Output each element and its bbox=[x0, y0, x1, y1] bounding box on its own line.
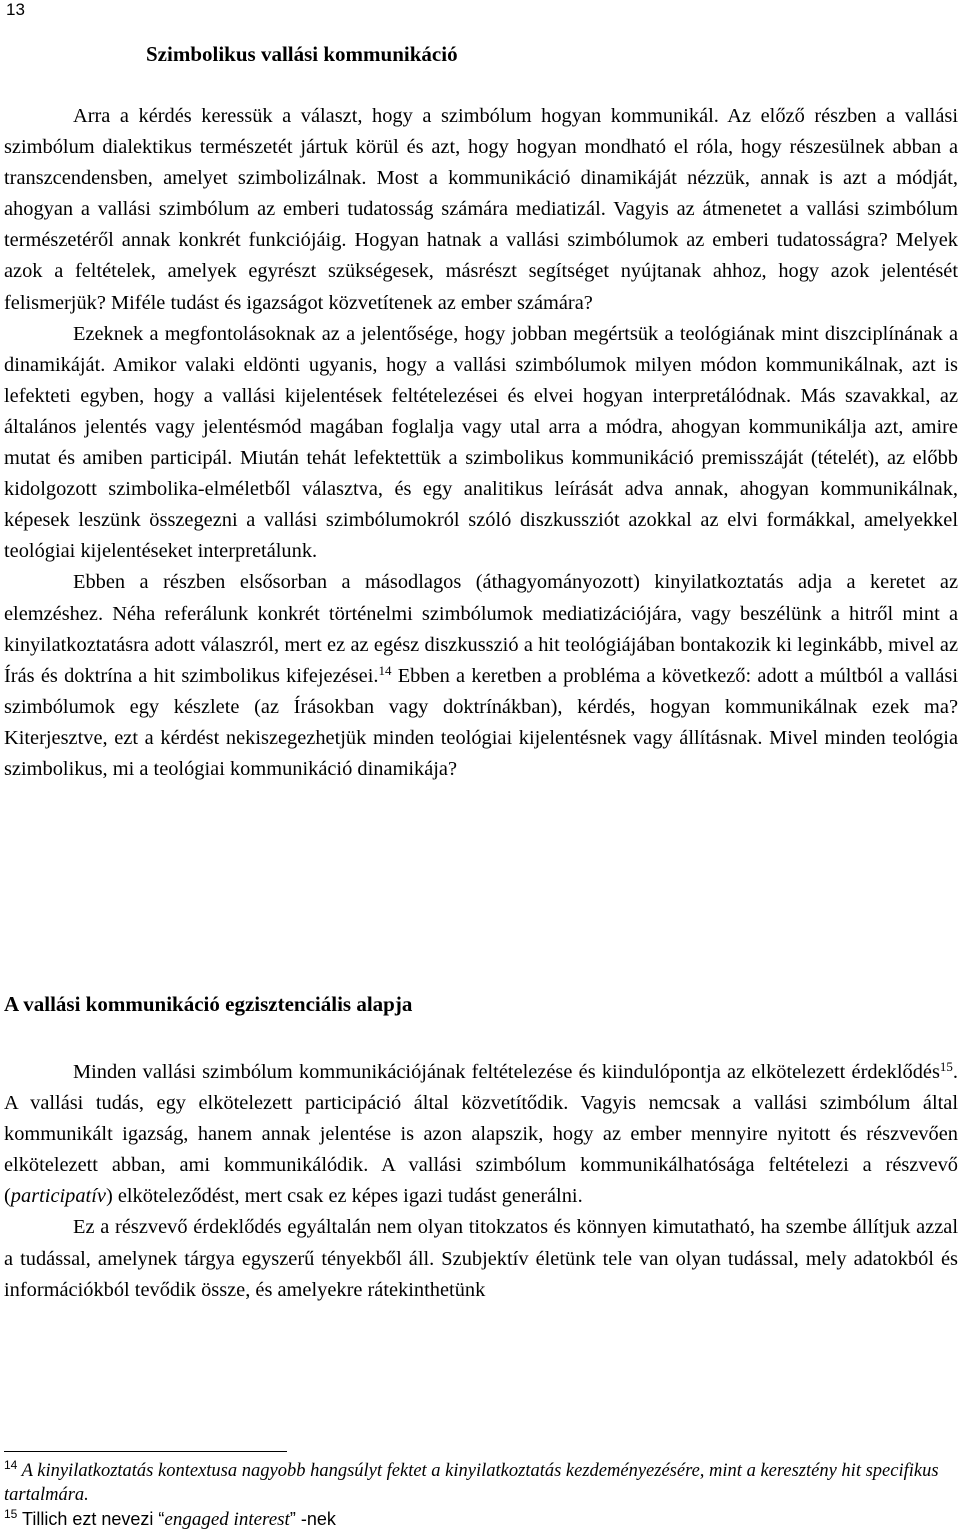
footnotes bbox=[4, 1459, 958, 1532]
paragraph: Arra a kérdés keressük a választ, hogy a szimbólum hogyan kommunikál. Az előző részben a vallási szimbólum dialektikus természetét jártuk körül és azt, hogy hogyan mondható el róla, hogy részesülnek abban a transzcendensben, amelyet szimbolizálnak. Most a kommunikáció dinamikáját nézzük, annak is azt a módját, ahogyan a vallási szimbólum az emberi tudatosság számára mediatizál. Vagyis az átmenetet a vallási szimbólum természetéről annak konkrét funkciójáig. Hogyan hatnak a vallási szimbólumok az emberi tudatosságra? Melyek azok a feltételek, amelyek egyrészt szükségesek, másrészt segítséget nyújtanak ahhoz, hogy azok jelentését felismerjük? Miféle tudást és igazságot közvetítenek az ember számára? bbox=[4, 105, 958, 314]
footnote-reference-15[interactable]: 15 bbox=[939, 1059, 953, 1074]
subheading: A vallási kommunikáció egzisztenciális alapja bbox=[4, 992, 413, 1016]
footnote-mark: 14 bbox=[4, 1458, 18, 1472]
footnote-14 bbox=[4, 1459, 958, 1507]
footnote-divider bbox=[4, 1451, 287, 1452]
paragraph-text: Minden vallási szimbólum kommunikációjának feltételezése és kiindulópontja az elkötelezett érdeklődés bbox=[73, 1061, 940, 1083]
body-text-part-1 bbox=[4, 101, 958, 785]
paragraph-text: . A vallási tudás, egy elkötelezett participáció által közvetítődik. Vagyis nemcsak a vallási szimbólum által kommunikált igazság, hanem annak jelentése is azon alapszik, hogy az ember mennyire nyitott és részvevően elkötelezett abban, ami kommunikálódik. A vallási szimbólum kommunikálhatósága feltételezi a részvevő ( bbox=[4, 1061, 958, 1208]
footnote-mark: 15 bbox=[4, 1507, 18, 1521]
paragraph-text: ) elköteleződést, mert csak ez képes igazi tudást generálni. bbox=[105, 1185, 583, 1208]
italic-term: participatív bbox=[10, 1185, 106, 1208]
body-text-part-2 bbox=[4, 1057, 958, 1306]
paragraph-with-footnote-14 bbox=[4, 567, 958, 785]
footnote-text: Tillich ezt nevezi “ bbox=[22, 1509, 165, 1529]
paragraph: Ez a részvevő érdeklődés egyáltalán nem olyan titokzatos és könnyen kimutatható, ha szembe állítjuk azzal a tudással, amelynek tárgya egyszerű tényekből áll. Szubjektív életünk tele van olyan tudással, mely adatokból és információkból tevődik össze, és amelyekre rátekinthetünk bbox=[4, 1216, 958, 1301]
footnote-text: A kinyilatkoztatás kontextusa nagyobb hangsúlyt fektet a kinyilatkoztatás kezdeményezésére, mint a keresztény hit specifikus tartalmára. bbox=[4, 1461, 939, 1505]
footnote-reference-14[interactable]: 14 bbox=[378, 662, 392, 678]
paragraph: Ezeknek a megfontolásoknak az a jelentősége, hogy jobban megértsük a teológiának mint diszciplínának a dinamikáját. Amikor valaki eldönti ugyanis, hogy a vallási szimbólumok milyen módon kommunikálnak, azt is lefekteti egyben, hogy a vallási kijelentések feltételezései és elvei hogyan interpretálódnak. Más szavakkal, az általános jelentés vagy jelentésmód magában foglalja vagy utal arra a módra, ahogyan kommunikálja azt, amire mutat és amiben participál. Miután tehát lefektettük a szimbolikus kommunikáció premisszáját (tételét), az előbb kidolgozott szimbolika-elméletből választva, és egy analitikus leírását adva annak, ahogyan kommunikálnak, képesek leszünk összegezni a vallási szimbólumokról szóló diszkussziót azokkal az elvi formákkal, amelyekkel teológiai kijelentéseket interpretálunk. bbox=[4, 322, 958, 563]
paragraph-text: Ebben a keretben a probléma a következő: adott a múltból a vallási szimbólumok egy készlete (az Írásokban vagy doktrínákban), kérdés, hogyan kommunikálnak ezek ma? Kiterjesztve, ezt a kérdést nekiszegezhetjük minden teológiai kijelentésnek vagy állításnak. Mivel minden teológia szimbolikus, mi a teológiai kommunikáció dinamikája? bbox=[4, 664, 958, 780]
paragraph-with-footnote-15 bbox=[4, 1057, 958, 1212]
section-title: Szimbolikus vallási kommunikáció bbox=[146, 42, 458, 66]
page-number: 13 bbox=[6, 0, 25, 19]
italic-term: engaged interest bbox=[164, 1509, 290, 1530]
paragraph-text: Ebben a részben elsősorban a másodlagos (áthagyományozott) kinyilatkoztatás adja a keretet az elemzéshez. Néha referálunk konkrét történelmi szimbólumok mediatizációjára, vagy beszélünk a hitről mint a kinyilatkoztatásra adott válaszról, mert ez az egész diszkusszió a hit teológiájában bontakozik ki leginkább, mivel az Írás és doktrína a hit szimbolikus kifejezései. bbox=[4, 571, 958, 687]
footnote-text: ” -nek bbox=[289, 1509, 336, 1529]
footnote-15 bbox=[4, 1507, 958, 1532]
